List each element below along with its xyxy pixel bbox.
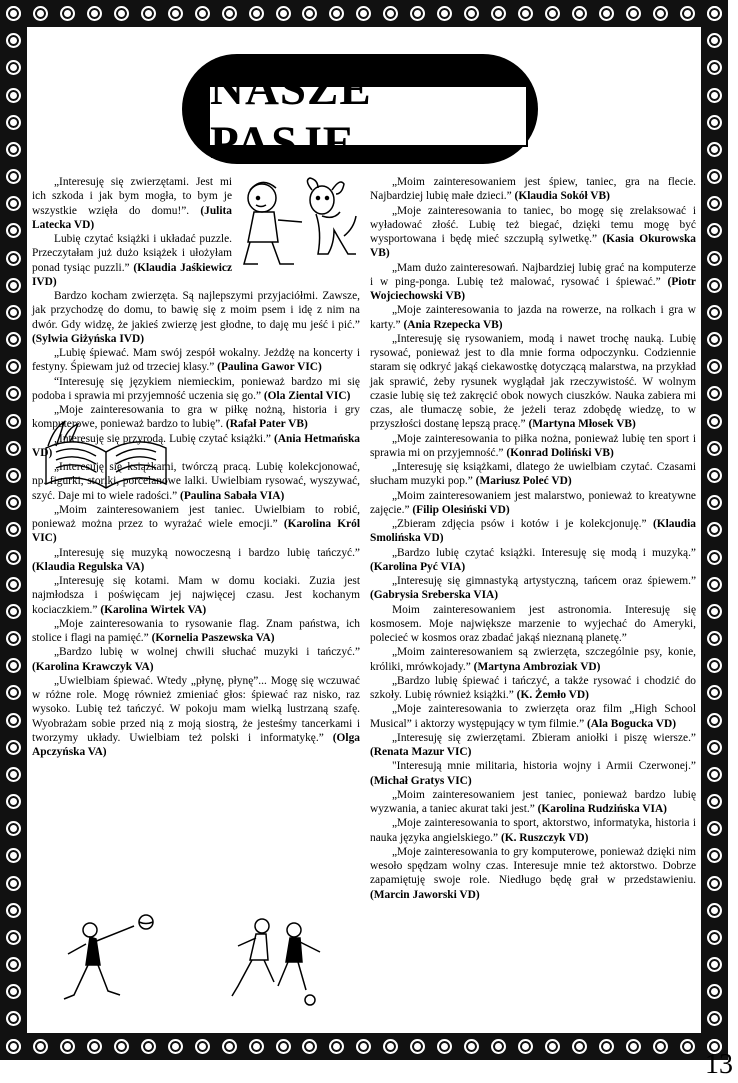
border-dot (302, 6, 317, 21)
entry: „Interesuję się muzyką nowoczesną i bardzo lubię tańczyć.” (Klaudia Regulska VA) (32, 546, 360, 573)
border-dot (6, 88, 21, 103)
entry-author: (Martyna Młosek VB) (528, 418, 636, 431)
border-dot (6, 1011, 21, 1026)
entry: Bardzo kocham zwierzęta. Są najlepszymi przyjaciółmi. Zawsze, jak przychodzę do domu, to bawię się z moim psem i idę z nim na dwór. Gdy widzę, że jakieś zwierzę jest głodne, to daję mu jeść i pić.” (Sylwia Giżyńska IVD) (32, 290, 360, 345)
border-dot (6, 414, 21, 429)
border-dot (707, 848, 722, 863)
entry: „Moje zainteresowania to gra w piłkę nożną, historia i gry komputerowe, ponieważ bardzo to lubię”. (Rafał Pater VB) (32, 404, 360, 431)
border-dot (141, 1039, 156, 1054)
entry: „Bardzo lubię w wolnej chwili słuchać muzyki i tańczyć.” (Karolina Krawczyk VA) (32, 646, 360, 673)
title-box (208, 63, 528, 169)
border-dot (6, 142, 21, 157)
border-dot (572, 1039, 587, 1054)
border-dot (707, 794, 722, 809)
border-dot (141, 6, 156, 21)
border-dot (518, 6, 533, 21)
entry: „Moim zainteresowaniem jest taniec. Uwielbiam to robić, ponieważ można przez to wyrażać wiele emocji.” (Karolina Król VIC) (32, 503, 360, 545)
border-dot (329, 1039, 344, 1054)
border-dot (329, 6, 344, 21)
entry: “Interesuję się językiem niemieckim, ponieważ bardzo mi się podoba i sprawia mi przyjemność uczenia się go.” (Ola Ziental VIC) (32, 375, 360, 402)
entry-author: (Ala Bogucka VD) (587, 717, 677, 730)
border-dot (410, 6, 425, 21)
entry: „Moje zainteresowania to sport, aktorstwo, informatyka, historia i nauka języka angielskiego.” (K. Ruszczyk VD) (370, 817, 696, 844)
border-dot (680, 1039, 695, 1054)
border-dot (707, 251, 722, 266)
border-dot (33, 6, 48, 21)
border-dot (707, 386, 722, 401)
border-dot (707, 577, 722, 592)
entry-author: (Kasia Okurowska VB) (370, 233, 696, 260)
border-dot (491, 6, 506, 21)
border-dot (33, 1039, 48, 1054)
border-dot (707, 60, 722, 75)
entry-author: (Paulina Gawor VIC) (217, 361, 322, 374)
entry: „Mam dużo zainteresowań. Najbardziej lubię grać na komputerze i w ping-ponga. Lubię też malować, rysować i śpiewać.” (Piotr Wojciechowski VB) (370, 261, 696, 302)
entry: Moim zainteresowaniem jest astronomia. Interesuję się kosmosem. Moje największe marzenie to wyjechać do Ameryki, polecieć w kosmos oraz zbadać jakąś nieznaną planetę.” (370, 603, 696, 644)
entry-author: (K. Żemło VD) (516, 689, 589, 701)
border-dot (6, 115, 21, 130)
border-dot (707, 767, 722, 782)
border-dot (626, 1039, 641, 1054)
football-players-clipart (210, 912, 330, 1012)
entry-author: (Kornelia Paszewska VA) (151, 632, 275, 644)
border-dot (707, 359, 722, 374)
entry-author: (Paulina Sabała VIA) (180, 489, 285, 502)
border-dots-bottom (0, 1033, 728, 1060)
right-column (370, 175, 696, 902)
entry-author: (K. Ruszczyk VD) (500, 831, 589, 844)
border-dot (707, 468, 722, 483)
border-dot (6, 60, 21, 75)
border-dot (6, 305, 21, 320)
entry-author: (Karolina Rudzińska VIA) (537, 803, 667, 815)
border-dot (680, 6, 695, 21)
entry-author: (Renata Mazur VIC) (370, 746, 472, 758)
border-dot (437, 1039, 452, 1054)
border-dot (707, 550, 722, 565)
border-dot (6, 441, 21, 456)
entry: „Moje zainteresowania to piłka nożna, ponieważ lubię ten sport i sprawia mi on przyjemność.” (Konrad Doliński VB) (370, 432, 696, 459)
entry: "Interesują mnie militaria, historia wojny i Armii Czerwonej.” (Michał Gratys VIC) (370, 760, 696, 787)
border-dot (707, 903, 722, 918)
entry-author: (Klaudia Smolińska VD) (370, 518, 696, 545)
entry: „Interesuję się zwierzętami. Jest mi ich szkoda i jak bym mogła, to bym je wszystkie wzięła do domu!”. (Julita Latecka VD) (32, 176, 232, 231)
border-dot (168, 1039, 183, 1054)
entry: „Moje zainteresowania to gry komputerowe, ponieważ dzięki nim wesoło spędzam wolny czas. Interesuje mnie też aktorstwo. Dobrze zapamiętuję swoje role. Niedługo będę grał w przedstawieniu. (Marcin Jaworski VD) (370, 845, 696, 901)
border-dot (6, 495, 21, 510)
border-dot (168, 6, 183, 21)
border-dot (707, 1011, 722, 1026)
entry-author: (Julita Latecka VD) (32, 204, 232, 231)
border-dot (6, 740, 21, 755)
entry-author: (Mariusz Poleć VD) (475, 475, 572, 488)
border-dot (707, 305, 722, 320)
border-dot (6, 794, 21, 809)
border-dot (599, 1039, 614, 1054)
border-dot (222, 1039, 237, 1054)
border-dot (222, 6, 237, 21)
border-dot (707, 414, 722, 429)
page-number: 13 (705, 1049, 733, 1080)
border-dot (6, 332, 21, 347)
entry: „Moje zainteresowania to zwierzęta oraz film „High School Musical” i aktorzy występujący w tym filmie.” (Ala Bogucka VD) (370, 703, 696, 730)
border-dot (707, 169, 722, 184)
border-dot (545, 1039, 560, 1054)
entry: „Moim zainteresowaniem jest malarstwo, ponieważ to kreatywne zajęcie.” (Filip Olesiński VD) (370, 489, 696, 516)
border-dot (6, 169, 21, 184)
entry: „Interesuję się książkami, twórczą pracą. Lubię kolekcjonować, np. figurki, storiki, porcelanowe lalki. Uwielbiam rysować, wyszywać, szyć. Daje mi to wiele radości.” (Paulina Sabała VIA) (32, 461, 360, 502)
border-dot (626, 6, 641, 21)
border-dot (707, 685, 722, 700)
border-dot (707, 88, 722, 103)
entry: „Moim zainteresowaniem są zwierzęta, szczególnie psy, konie, króliki, mrówkojady.” (Martyna Ambroziak VD) (370, 646, 696, 673)
entry-author: (Marcin Jaworski VD) (370, 888, 480, 901)
entry-author: (Sylwia Giżyńska IVD) (32, 332, 145, 345)
entry: „Lubię śpiewać. Mam swój zespół wokalny. Jeżdżę na koncerty i festyny. Śpiewam już od trzeciej klasy.” (Paulina Gawor VIC) (32, 347, 360, 374)
border-dot (6, 251, 21, 266)
border-dot (383, 6, 398, 21)
entry: „Zbieram zdjęcia psów i kotów i je kolekcjonuję.” (Klaudia Smolińska VD) (370, 518, 696, 545)
border-dot (6, 685, 21, 700)
border-dots-top (0, 0, 728, 27)
left-column (32, 175, 360, 759)
entry-author: (Filip Olesiński VD) (412, 503, 510, 516)
border-dot (707, 957, 722, 972)
entry-author: (Martyna Ambroziak VD) (473, 660, 601, 673)
border-dot (6, 1039, 21, 1054)
border-dot (707, 441, 722, 456)
entry: „Interesuję się zwierzętami. Zbieram aniołki i piszę wiersze.” (Renata Mazur VIC) (370, 731, 696, 758)
border-dot (6, 658, 21, 673)
border-dot (707, 142, 722, 157)
border-dot (707, 278, 722, 293)
border-dot (707, 223, 722, 238)
border-dot (518, 1039, 533, 1054)
entry-author: (Olga Apczyńska VA) (32, 731, 360, 758)
border-dot (6, 631, 21, 646)
border-dot (6, 848, 21, 863)
border-dot (707, 332, 722, 347)
border-dot (6, 278, 21, 293)
border-dot (6, 957, 21, 972)
page-title: NASZE PASJE (210, 63, 372, 169)
entry-author: (Karolina Krawczyk VA) (32, 660, 154, 673)
border-dot (6, 930, 21, 945)
border-dot (6, 577, 21, 592)
border-dot (60, 1039, 75, 1054)
border-dot (410, 1039, 425, 1054)
entry-author: (Ania Hetmańska VD) (32, 432, 360, 459)
border-dot (572, 6, 587, 21)
entry-author: (Rafał Pater VB) (225, 418, 308, 431)
entry: „Interesuję się kotami. Mam w domu kociaki. Zuzia jest najmłodsza i poświęcam jej najwięcej czasu. Jest kochanym kociaczkiem.” (Karolina Wirtek VA) (32, 575, 360, 616)
entry-author: (Klaudia Jaśkiewicz IVD) (32, 261, 232, 288)
border-dot (707, 930, 722, 945)
border-dot (491, 1039, 506, 1054)
border-dot (545, 6, 560, 21)
entry: „Moim zainteresowaniem jest śpiew, taniec, gra na flecie. Najbardziej lubię małe dzieci.” (Klaudia Sokół VB) (370, 176, 696, 203)
entry: „Bardzo lubię czytać książki. Interesuję się modą i muzyką.” (Karolina Pyć VIA) (370, 546, 696, 573)
entry: „Moje zainteresowania to jazda na rowerze, na rolkach i gra w karty.” (Ania Rzepecka VB) (370, 304, 696, 331)
border-dot (6, 903, 21, 918)
entry-author: (Ola Ziental VIC) (263, 389, 351, 402)
entry-author: (Klaudia Regulska VA) (32, 560, 145, 573)
border-dot (6, 767, 21, 782)
border-dot (599, 6, 614, 21)
entry: „Uwielbiam śpiewać. Wtedy „płynę, płynę”... Mogę się wczuwać w różne role. Mogę również zmieniać głos: śpiewać raz nisko, raz wysoko. Lubię też tańczyć. W pokoju mam wielką lustrzaną szafę. Wyobrażam sobie przed nią z moją siostrą, że jesteśmy tancerkami i tworzymy układy. Uwielbiam też polski i informatykę.” (Olga Apczyńska VA) (32, 674, 360, 758)
border-dot (707, 876, 722, 891)
volleyball-player-clipart (50, 912, 160, 1012)
border-dot (6, 223, 21, 238)
border-dot (6, 386, 21, 401)
border-dot (356, 1039, 371, 1054)
border-dot (464, 1039, 479, 1054)
border-dot (6, 604, 21, 619)
border-dot (6, 713, 21, 728)
border-dots-right (701, 0, 728, 1060)
border-dot (707, 658, 722, 673)
entry-author: (Karolina Pyć VIA) (370, 560, 466, 573)
border-dot (6, 33, 21, 48)
entry: Lubię czytać książki i układać puzzle. Przeczytałam już dużo książek i ułożyłam ponad tysiąc puzzli.” (Klaudia Jaśkiewicz IVD) (32, 233, 232, 288)
border-dot (249, 6, 264, 21)
border-dot (60, 6, 75, 21)
border-dot (249, 1039, 264, 1054)
border-dot (302, 1039, 317, 1054)
border-dot (6, 196, 21, 211)
entry-author: (Karolina Wirtek VA) (100, 603, 207, 616)
border-dot (707, 604, 722, 619)
entry-author: (Gabrysia Sreberska VIA) (370, 589, 499, 602)
border-dot (707, 713, 722, 728)
entry-author: (Klaudia Sokół VB) (514, 190, 610, 203)
border-dots-left (0, 0, 27, 1060)
border-dot (653, 6, 668, 21)
border-dot (87, 1039, 102, 1054)
border-dot (114, 6, 129, 21)
entry-author: (Konrad Doliński VB) (506, 446, 614, 459)
border-dot (6, 550, 21, 565)
border-dot (6, 6, 21, 21)
border-dot (6, 984, 21, 999)
border-dot (707, 495, 722, 510)
entry-author: (Karolina Król VIC) (32, 518, 360, 545)
border-dot (6, 522, 21, 537)
border-dot (437, 6, 452, 21)
entry-author: (Piotr Wojciechowski VB) (370, 275, 696, 302)
border-dot (356, 6, 371, 21)
border-dot (6, 359, 21, 374)
border-dot (707, 631, 722, 646)
entry: „Interesuję się przyrodą. Lubię czytać książki.” (Ania Hetmańska VD) (32, 432, 360, 459)
border-dot (6, 468, 21, 483)
border-dot (87, 6, 102, 21)
entry: „Moje zainteresowania to rysowanie flag. Znam państwa, ich stolice i flagi na pamięć.” (Kornelia Paszewska VA) (32, 617, 360, 644)
border-dot (276, 1039, 291, 1054)
border-dot (707, 984, 722, 999)
entry-author: (Ania Rzepecka VB) (403, 318, 503, 331)
border-dot (276, 6, 291, 21)
border-dot (114, 1039, 129, 1054)
border-dot (653, 1039, 668, 1054)
border-dot (707, 522, 722, 537)
border-dot (6, 876, 21, 891)
entry: „Interesuję się rysowaniem, modą i nawet trochę nauką. Lubię rysować, ponieważ jest to dla mnie forma odpoczynku. Codziennie staram się odkryć jakąś ciekawostkę dotyczącą malarstwa, na przykład jak sprawić, żeby rysunek wyglądał jak rzeczywistość. W wolnym czasie lubię się też zakręcić obok nowych ciuszków. Nauka zabiera mi czas, ale tłumaczę sobie, że jeżeli teraz zdobędę wiedzę, to w przyszłości dostanę lepszą pracę.” (Martyna Młosek VB) (370, 332, 696, 431)
border-dot (6, 821, 21, 836)
border-dot (195, 6, 210, 21)
entry: „Interesuję się książkami, dlatego że uwielbiam czytać. Czasami słucham muzyki pop.” (Mariusz Poleć VD) (370, 461, 696, 488)
entry: „Interesuję się gimnastyką artystyczną, tańcem oraz śpiewem.” (Gabrysia Sreberska VIA) (370, 575, 696, 602)
border-dot (464, 6, 479, 21)
border-dot (195, 1039, 210, 1054)
border-dot (707, 740, 722, 755)
border-dot (707, 115, 722, 130)
border-dot (383, 1039, 398, 1054)
entry-author: (Michał Gratys VIC) (370, 774, 472, 787)
border-dot (707, 821, 722, 836)
entry: „Moim zainteresowaniem jest taniec, ponieważ bardzo lubię wyzwania, a taniec akurat taki jest.” (Karolina Rudzińska VIA) (370, 788, 696, 815)
entry: „Bardzo lubię śpiewać i tańczyć, a także rysować i chodzić do szkoły. Lubię również książki.” (K. Żemło VD) (370, 674, 696, 701)
entry: „Moje zainteresowania to taniec, bo mogę się zrelaksować i wyładować złość. Lubię też biegać, dzięki temu mogę być wysportowana i będę mieć szczupłą sylwetkę.” (Kasia Okurowska VB) (370, 204, 696, 260)
border-dot (707, 33, 722, 48)
border-dot (707, 6, 722, 21)
border-dot (707, 196, 722, 211)
